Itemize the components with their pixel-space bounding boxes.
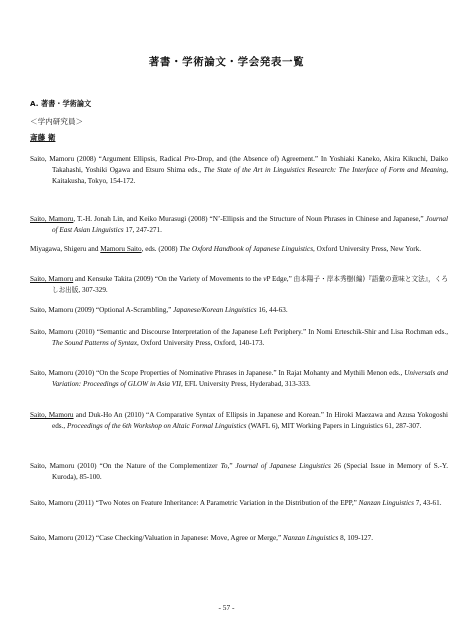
section-heading: A. 著書・学術論文 [30,99,92,108]
reference-entry: Saito, Mamoru (2010) “Semantic and Discourse Interpretation of the Japanese Left Periphery.” In Nomi Erteschik-Shir and Lisa Rochman eds., The Sound Patterns of Syntax, Oxford University Press, Oxford, 140-173. [30,328,448,347]
reference-entry: Saito, Mamoru and Kensuke Takita (2009) “On the Variety of Movements to the vP Edge,” 由本陽子・岸本秀樹(編)『語彙の意味と文法』，くろしお出版, 307-329. [30,275,448,294]
subsection-heading: ＜学内研究員＞ [30,117,84,126]
reference-entry: Saito, Mamoru (2012) “Case Checking/Valuation in Japanese: Move, Agree or Merge,” Nanzan Linguistics 8, 109-127. [30,534,374,542]
reference-entry: Saito, Mamoru and Duk-Ho An (2010) “A Comparative Syntax of Ellipsis in Japanese and Korean.” In Hiroki Maezawa and Azusa Yokogoshi eds., Proceedings of the 6th Workshop on Altaic Formal Linguistics (WAFL 6), MIT Working Papers in Linguistics 61, 287-307. [30,411,448,430]
reference-entry: Saito, Mamoru, T.-H. Jonah Lin, and Keiko Murasugi (2008) “N’-Ellipsis and the Structure of Noun Phrases in Chinese and Japanese,” Journal of East Asian Linguistics 17, 247-271. [30,215,448,234]
reference-entry: Saito, Mamoru (2011) “Two Notes on Feature Inheritance: A Parametric Variation in the Distribution of the EPP,” Nanzan Linguistics 7, 43-61. [30,499,442,507]
reference-entry: Saito, Mamoru (2008) “Argument Ellipsis, Radical Pro-Drop, and (the Absence of) Agreement.” In Yoshiaki Kaneko, Akira Kikuchi, Daiko Takahashi, Yoshiki Ogawa and Etsuro Shima eds., The State of the Art in Linguistics Research: The Interface of Form and Meaning, Kaitakusha, Tokyo, 154-172. [30,155,448,185]
reference-entry: Miyagawa, Shigeru and Mamoru Saito, eds. (2008) The Oxford Handbook of Japanese Linguistics, Oxford University Press, New York. [30,245,422,253]
author-heading: 斎藤 衛 [30,133,56,142]
reference-entry: Saito, Mamoru (2010) “On the Scope Properties of Nominative Phrases in Japanese.” In Rajat Mohanty and Mythili Menon eds., Universals and Variation: Proceedings of GLOW in Asia VII, EFL University Press, Hyderabad, 313-333. [30,369,448,388]
reference-entry: Saito, Mamoru (2009) “Optional A-Scrambling,” Japanese/Korean Linguistics 16, 44-63. [30,306,288,314]
page-number: - 57 - [218,603,235,612]
page-title: 著書・学術論文・学会発表一覧 [148,56,305,68]
reference-entry: Saito, Mamoru (2010) “On the Nature of the Complementizer To,” Journal of Japanese Linguistics 26 (Special Issue in Memory of S.-Y. Kuroda), 85-100. [30,462,448,481]
